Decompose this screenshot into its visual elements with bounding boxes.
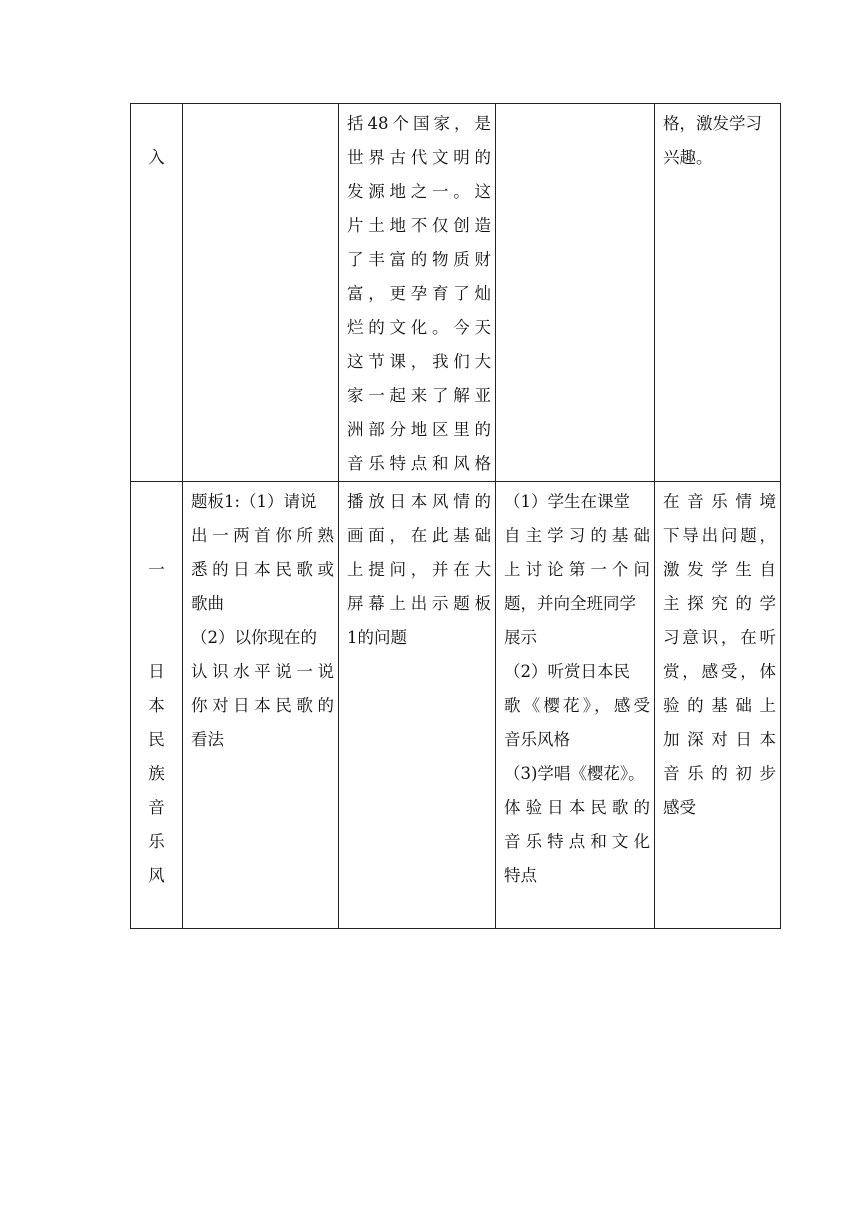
stage-char: 族 (148, 764, 165, 783)
line: 音乐的初步 (663, 764, 776, 783)
stage-text: 入 (148, 148, 165, 167)
teacher-activity-cell (339, 104, 496, 482)
line: 赏，感受，体 (663, 662, 776, 681)
line: 你对日本民歌的 (191, 696, 334, 715)
table-row (131, 482, 781, 929)
student-activity-cell (496, 104, 655, 482)
content-cell (183, 104, 339, 482)
line: 屏幕上出示题板 (347, 594, 491, 613)
line: 音乐特点和风格 (347, 454, 491, 473)
line: 悉的日本民歌或 (191, 560, 334, 579)
stage-char: 乐 (148, 832, 165, 851)
line: 了丰富的物质财 (347, 250, 491, 269)
stage-char: 风 (148, 866, 165, 885)
line: 播放日本风情的 (347, 492, 491, 511)
line: 音乐特点和文化 (504, 832, 650, 851)
line: 上提问，并在大 (347, 560, 491, 579)
student-activity-cell (496, 482, 655, 929)
line: 这节课，我们大 (347, 352, 491, 371)
line: 歌曲 (191, 594, 224, 613)
stage-char: 本 (148, 696, 165, 715)
line: 兴趣。 (663, 148, 713, 167)
line: 激发学生自 (663, 560, 776, 579)
table-row (131, 104, 781, 482)
line: 世界古代文明的 (347, 148, 491, 167)
line: 验的基础上 (663, 696, 776, 715)
line: 习意识，在听 (663, 628, 776, 647)
line: 音乐风格 (504, 730, 570, 749)
line: 感受 (663, 798, 696, 817)
line: 格，激发学习 (663, 114, 762, 133)
line: 画面，在此基础 (347, 526, 491, 545)
design-intent-cell (655, 482, 781, 929)
design-intent-cell (655, 104, 781, 482)
line: 洲部分地区里的 (347, 420, 491, 439)
line: 自主学习的基础 (504, 526, 650, 545)
line: 出一两首你所熟 (191, 526, 334, 545)
line: 看法 (191, 730, 224, 749)
line: 烂的文化。今天 (347, 318, 491, 337)
line: 富，更孕育了灿 (347, 284, 491, 303)
line: 认识水平说一说 (191, 662, 334, 681)
line: 1的问题 (347, 628, 407, 647)
line: （3)学唱《樱花》。 (504, 764, 645, 783)
line: 体验日本民歌的 (504, 798, 650, 817)
lesson-plan-table (130, 103, 781, 929)
line: （2）以你现在的 (191, 628, 317, 647)
line: 题，并向全班同学 (504, 594, 636, 613)
line: 歌《樱花》，感受 (504, 696, 650, 715)
line: 展示 (504, 628, 537, 647)
content-cell (183, 482, 339, 929)
line: 片土地不仅创造 (347, 216, 491, 235)
line: 发源地之一。这 (347, 182, 491, 201)
line: 在音乐情境 (663, 492, 776, 511)
stage-cell (131, 104, 183, 482)
line: 上讨论第一个问 (504, 560, 650, 579)
line: 家一起来了解亚 (347, 386, 491, 405)
stage-char: 音 (148, 798, 165, 817)
line: （1）学生在课堂 (504, 492, 630, 511)
stage-char: 日 (148, 662, 165, 681)
stage-number: 一 (148, 560, 165, 579)
line: （2）听赏日本民 (504, 662, 630, 681)
stage-char: 民 (148, 730, 165, 749)
line: 特点 (504, 866, 537, 885)
line: 下导出问题， (663, 526, 776, 545)
line: 题板1:（1）请说 (191, 492, 317, 511)
line: 主探究的学 (663, 594, 776, 613)
stage-cell (131, 482, 183, 929)
line: 加深对日本 (663, 730, 776, 749)
line: 括48个国家，是 (347, 114, 491, 133)
teacher-activity-cell (339, 482, 496, 929)
